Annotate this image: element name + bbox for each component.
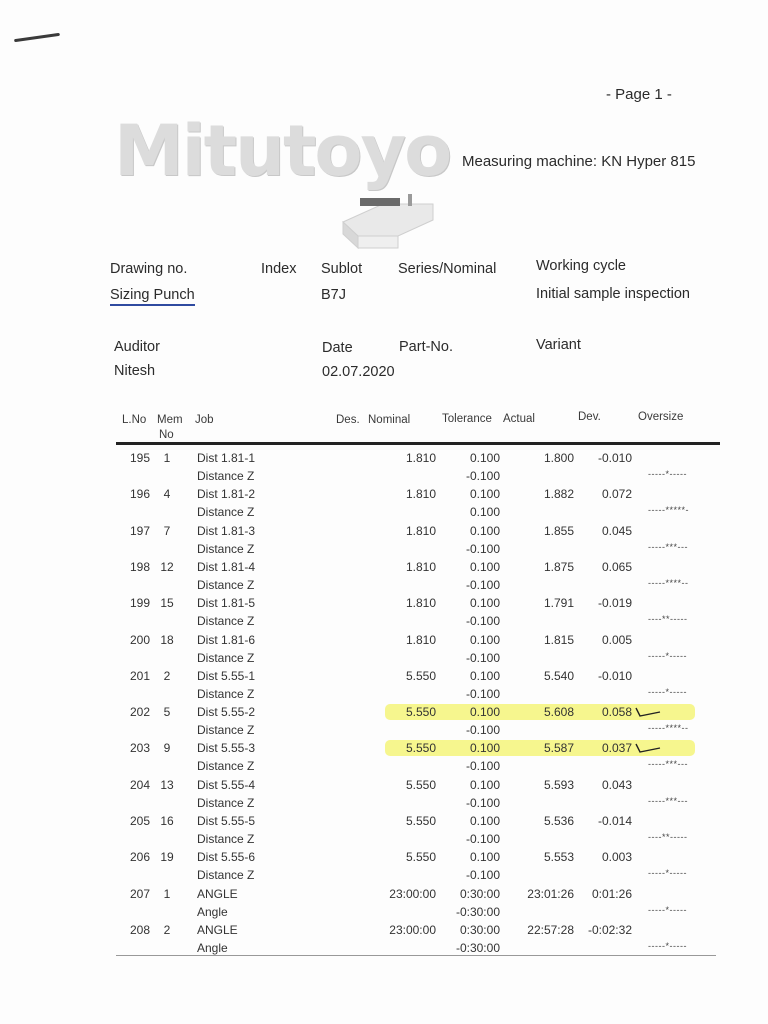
auditor-label: Auditor — [114, 339, 160, 355]
cell-job: Dist 1.81-4 — [197, 559, 256, 574]
cell-job: Dist 1.81-3 — [197, 523, 256, 538]
cell-job: Dist 5.55-4 — [197, 777, 256, 792]
cell-tolerance-upper: 0:30:00 — [459, 886, 500, 901]
cell-deviation: -0.010 — [597, 451, 632, 465]
cell-tolerance-lower: -0.100 — [465, 650, 500, 665]
cell-deviation: 0.045 — [601, 523, 632, 538]
cell-deviation: -0.014 — [597, 814, 632, 828]
cell-job: Dist 5.55-3 — [197, 741, 256, 756]
cell-mem: 19 — [160, 850, 174, 865]
cell-tolerance-lower: 0.100 — [469, 505, 500, 520]
cell-tolerance-upper: 0.100 — [469, 487, 500, 502]
cell-lno: 199 — [129, 596, 150, 611]
cell-tolerance-upper: 0.100 — [469, 596, 500, 611]
cell-tolerance-lower: -0.100 — [465, 868, 500, 883]
cell-subfeature: Distance Z — [197, 759, 255, 774]
cell-subfeature: Distance Z — [197, 795, 255, 810]
cell-tolerance-upper: 0.100 — [469, 741, 500, 756]
cell-nominal: 1.810 — [405, 451, 436, 465]
cell-subfeature: Distance Z — [197, 505, 255, 520]
cell-oversize: -----***--- — [648, 541, 688, 552]
cell-oversize: ----**----- — [648, 614, 688, 625]
cell-subfeature: Distance Z — [197, 832, 255, 846]
cell-subfeature: Angle — [197, 904, 228, 919]
col-head-des: Des. — [336, 414, 360, 426]
cell-job: Dist 5.55-6 — [197, 850, 256, 865]
cell-actual: 1.800 — [543, 451, 574, 465]
cell-actual: 1.791 — [543, 596, 574, 611]
col-head-lno: L.No — [122, 414, 147, 426]
cell-mem: 13 — [160, 777, 174, 792]
cell-tolerance-lower: -0.100 — [465, 832, 500, 846]
cell-tolerance-lower: -0:30:00 — [455, 940, 500, 955]
series-nominal-label: Series/Nominal — [398, 261, 497, 277]
cell-tolerance-upper: 0.100 — [469, 523, 500, 538]
page-number: - Page 1 - — [606, 86, 672, 103]
cell-job: Dist 1.81-6 — [197, 632, 256, 647]
col-head-dev: Dev. — [578, 411, 601, 423]
cell-subfeature: Distance Z — [197, 868, 255, 883]
cell-tolerance-upper: 0:30:00 — [459, 922, 500, 937]
cell-mem: 2 — [163, 922, 171, 937]
col-head-tolerance: Tolerance — [442, 413, 492, 425]
col-head-mem: Mem — [157, 414, 183, 426]
cell-lno: 196 — [129, 487, 150, 502]
cell-oversize: -----*----- — [648, 650, 687, 661]
cell-tolerance-lower: -0.100 — [465, 759, 500, 774]
col-head-nominal: Nominal — [368, 414, 411, 426]
cell-oversize: ----**----- — [648, 832, 688, 842]
table-bottom-rule — [116, 955, 716, 956]
cell-lno: 197 — [129, 523, 150, 538]
cell-oversize: -----***--- — [648, 759, 688, 770]
cell-nominal: 5.550 — [405, 668, 436, 683]
cell-actual: 5.536 — [543, 814, 574, 828]
cell-subfeature: Distance Z — [197, 469, 255, 483]
cell-oversize: -----*----- — [648, 469, 687, 479]
cell-job: Dist 1.81-5 — [197, 596, 256, 611]
cell-actual: 1.875 — [543, 559, 574, 574]
col-head-oversize: Oversize — [638, 411, 684, 423]
cell-mem: 7 — [163, 523, 171, 538]
pen-stroke-mark — [14, 33, 60, 42]
cell-tolerance-upper: 0.100 — [469, 632, 500, 647]
auditor-value: Nitesh — [114, 363, 156, 379]
cell-deviation: 0.003 — [601, 850, 632, 865]
cell-oversize: -----*----- — [648, 686, 687, 697]
cell-actual: 22:57:28 — [527, 922, 574, 937]
cell-lno: 207 — [129, 886, 150, 901]
cell-subfeature: Angle — [197, 940, 228, 955]
cell-actual: 5.553 — [543, 850, 574, 865]
drawing-no-value — [110, 287, 195, 303]
cell-mem: 1 — [163, 886, 171, 901]
cell-job: Dist 5.55-2 — [197, 705, 256, 720]
cell-mem: 5 — [163, 705, 171, 720]
cell-mem: 1 — [163, 451, 171, 465]
cell-mem: 15 — [160, 596, 174, 611]
cell-mem: 9 — [163, 741, 171, 756]
cell-tolerance-upper: 0.100 — [469, 668, 500, 683]
cell-actual: 1.855 — [543, 523, 574, 538]
working-cycle-label: Working cycle — [536, 258, 626, 274]
cell-oversize: -----*****- — [648, 505, 689, 516]
cell-tolerance-upper: 0.100 — [469, 705, 500, 720]
cell-lno: 195 — [129, 451, 150, 465]
cell-subfeature: Distance Z — [197, 577, 255, 592]
cell-subfeature: Distance Z — [197, 541, 255, 556]
cell-nominal: 5.550 — [405, 705, 436, 720]
pen-tick-icon — [634, 742, 662, 754]
cell-job: Dist 5.55-1 — [197, 668, 256, 683]
cell-actual: 1.815 — [543, 632, 574, 647]
cell-lno: 200 — [129, 632, 150, 647]
cell-oversize: -----***--- — [648, 795, 688, 806]
cell-deviation: 0.037 — [601, 741, 632, 756]
cell-subfeature: Distance Z — [197, 650, 255, 665]
sublot-value: B7J — [321, 287, 346, 303]
cell-lno: 205 — [129, 814, 150, 828]
cell-job: ANGLE — [197, 886, 238, 901]
cell-lno: 204 — [129, 777, 150, 792]
cell-deviation: 0:01:26 — [591, 886, 632, 901]
cell-deviation: -0.019 — [597, 596, 632, 611]
cell-oversize: -----****-- — [648, 723, 689, 734]
cell-tolerance-lower: -0.100 — [465, 541, 500, 556]
part-no-label: Part-No. — [399, 339, 453, 355]
cell-lno: 206 — [129, 850, 150, 865]
cell-mem: 18 — [160, 632, 174, 647]
drawing-no-label: Drawing no. — [110, 261, 188, 277]
cell-mem: 16 — [160, 814, 174, 828]
col-head-job: Job — [195, 414, 214, 426]
mitutoyo-logo: Mitutoyo — [114, 110, 451, 192]
cell-mem: 12 — [160, 559, 174, 574]
cell-job: Dist 1.81-1 — [197, 451, 256, 465]
cell-subfeature: Distance Z — [197, 723, 255, 738]
cell-nominal: 5.550 — [405, 741, 436, 756]
sublot-label: Sublot — [321, 261, 363, 277]
col-head-actual: Actual — [503, 413, 535, 425]
cell-nominal: 5.550 — [405, 814, 436, 828]
cell-tolerance-lower: -0.100 — [465, 614, 500, 629]
cell-nominal: 1.810 — [405, 632, 436, 647]
cell-deviation: 0.043 — [601, 777, 632, 792]
cell-deviation: 0.072 — [601, 487, 632, 502]
index-label: Index — [261, 261, 297, 277]
cell-nominal: 23:00:00 — [389, 922, 436, 937]
cell-job: ANGLE — [197, 922, 238, 937]
cell-oversize: -----****-- — [648, 577, 689, 588]
cell-tolerance-upper: 0.100 — [469, 814, 500, 828]
cell-lno: 202 — [129, 705, 150, 720]
cell-job: Dist 5.55-5 — [197, 814, 256, 828]
cell-lno: 203 — [129, 741, 150, 756]
cell-oversize: -----*----- — [648, 904, 687, 915]
table-header-rule — [116, 442, 720, 445]
cell-nominal: 1.810 — [405, 487, 436, 502]
cell-nominal: 5.550 — [405, 777, 436, 792]
cell-tolerance-lower: -0.100 — [465, 577, 500, 592]
cell-actual: 5.593 — [543, 777, 574, 792]
cell-tolerance-upper: 0.100 — [469, 850, 500, 865]
date-value: 02.07.2020 — [322, 364, 395, 380]
measuring-machine-label: Measuring machine: KN Hyper 815 — [462, 153, 696, 170]
cell-tolerance-upper: 0.100 — [469, 559, 500, 574]
cell-nominal: 1.810 — [405, 596, 436, 611]
cell-oversize: -----*----- — [648, 940, 687, 951]
date-label: Date — [322, 340, 353, 356]
cell-nominal: 1.810 — [405, 559, 436, 574]
drawing-no-text: Sizing Punch — [110, 287, 195, 306]
cell-subfeature: Distance Z — [197, 614, 255, 629]
cell-nominal: 1.810 — [405, 523, 436, 538]
pen-tick-icon — [634, 706, 662, 718]
cell-deviation: -0.010 — [597, 668, 632, 683]
cell-job: Dist 1.81-2 — [197, 487, 256, 502]
part-drawing-icon — [338, 192, 438, 254]
cell-lno: 201 — [129, 668, 150, 683]
cell-actual: 1.882 — [543, 487, 574, 502]
cell-tolerance-upper: 0.100 — [469, 777, 500, 792]
cell-nominal: 5.550 — [405, 850, 436, 865]
cell-actual: 5.608 — [543, 705, 574, 720]
cell-deviation: 0.065 — [601, 559, 632, 574]
cell-lno: 208 — [129, 922, 150, 937]
cell-lno: 198 — [129, 559, 150, 574]
cell-deviation: 0.058 — [601, 705, 632, 720]
cell-nominal: 23:00:00 — [389, 886, 436, 901]
variant-label: Variant — [536, 337, 581, 353]
cell-tolerance-lower: -0.100 — [465, 686, 500, 701]
cell-actual: 23:01:26 — [527, 886, 574, 901]
col-head-mem-no: No — [159, 429, 174, 441]
cell-tolerance-lower: -0.100 — [465, 723, 500, 738]
cell-mem: 2 — [163, 668, 171, 683]
cell-actual: 5.540 — [543, 668, 574, 683]
cell-deviation: -0:02:32 — [587, 922, 632, 937]
working-cycle-value: Initial sample inspection — [536, 286, 690, 302]
cell-actual: 5.587 — [543, 741, 574, 756]
cell-tolerance-upper: 0.100 — [469, 451, 500, 465]
cell-deviation: 0.005 — [601, 632, 632, 647]
cell-subfeature: Distance Z — [197, 686, 255, 701]
cell-tolerance-lower: -0.100 — [465, 469, 500, 483]
cell-tolerance-lower: -0:30:00 — [455, 904, 500, 919]
cell-tolerance-lower: -0.100 — [465, 795, 500, 810]
cell-mem: 4 — [163, 487, 171, 502]
cell-oversize: -----*----- — [648, 868, 687, 879]
